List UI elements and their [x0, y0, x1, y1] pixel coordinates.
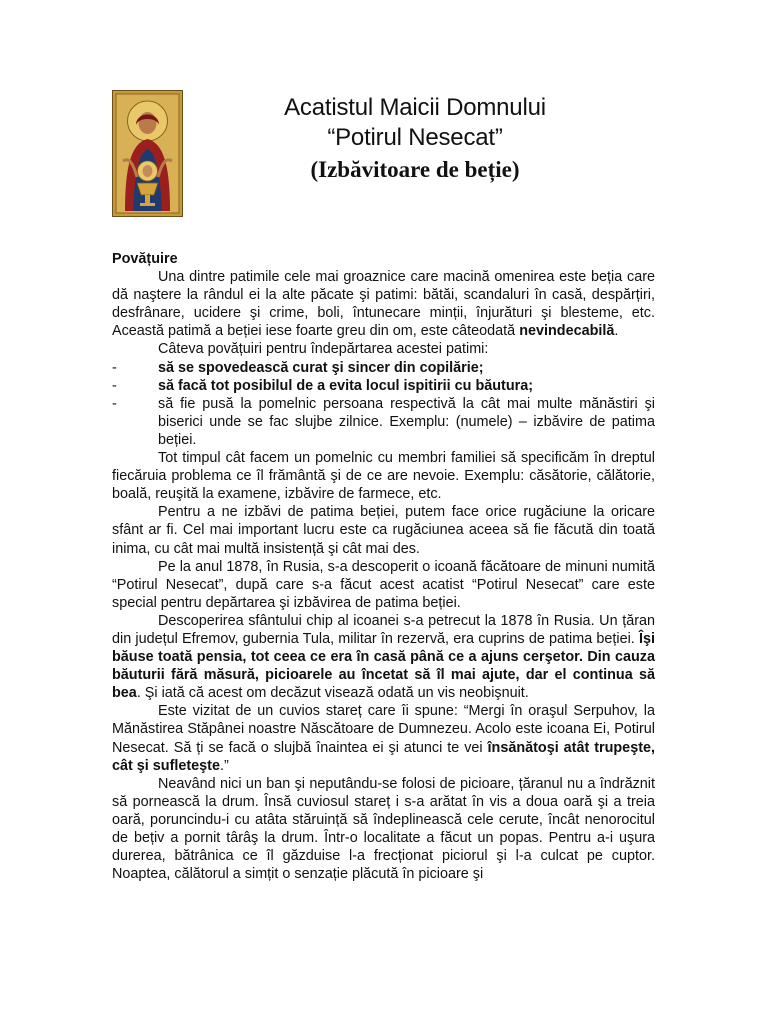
virgin-mary-chalice-icon: [112, 90, 183, 217]
page-title: Acatistul Maicii Domnului: [284, 94, 546, 121]
list-item: [112, 395, 655, 449]
document-body: [112, 250, 655, 883]
paragraph-8: Neavând nici un ban şi neputându-se folosi de picioare, țăranul nu a îndrăznit să pornească la drum. Însă cuviosul stareț i s-a arătat în vis a doua oară şi a treia oară, poruncindu-i cu atâta stăruință să îndeplinească cele cerute, încât nenorocitul de bețiv a pornit târâş la drum. Într-o localitate a făcut un popas. Pentru a-i uşura durerea, bătrânica ce îl găzduise l-a frecționat piciorul şi l-a culcat pe cuptor. Noaptea, călătorul a simțit o senzație plăcută în picioare şi: [112, 775, 655, 883]
page-subtitle: (Izbăvitoare de beție): [310, 157, 520, 182]
paragraph-3: Tot timpul cât facem un pomelnic cu membri familiei să specificăm în dreptul fiecăruia problema ce îl frământă şi de ce are nevoie. Exemplu: căsătorie, călătorie, boală, reuşită la examene, izbăvire de farmece, etc.: [112, 450, 655, 503]
paragraph-2: Câteva povățuiri pentru îndepărtarea acestei patimi:: [158, 341, 489, 358]
paragraph-text: Este vizitat de un cuvios stareț care îi spune: “Mergi în oraşul Serpuhov, la Mănăstirea Stăpânei noastre Născătoare de Dumnezeu. Acolo este icoana Ei, Potirul Nesecat. Să ți se facă o slujbă înaintea ei şi atunci te vei: [112, 703, 655, 756]
paragraph-bold-text: însănătoşi atât trupeşte, cât şi sufleteşte: [112, 739, 655, 774]
list-item-text: să facă tot posibilul de a evita locul ispitirii cu băutura;: [158, 377, 534, 394]
paragraph-text: Una dintre patimile cele mai groaznice care macină omenirea este beția care dă naştere la rândul ei la alte păcate şi patimi: bătăi, scandaluri în casă, despărțiri, desfrânare, ucidere şi crime, boli, întunecare minții, înjurături şi blesteme, etc. Această patimă a beției iese foarte greu din om, este câteodată: [112, 269, 655, 340]
advice-list: [112, 359, 655, 449]
page-title-line2: “Potirul Nesecat”: [327, 124, 503, 151]
paragraph-4: Pentru a ne izbăvi de patima beției, putem face orice rugăciune la oricare sfânt ar fi. Cel mai important lucru este ca rugăciunea aceea să fie făcută din toată inima, cu cât mai multă insistență şi cât mai des.: [112, 504, 655, 557]
list-item-text: să se spovedească curat şi sincer din copilărie;: [158, 359, 484, 376]
paragraph-text-end: . Şi iată că acest om decăzut visează odată un vis neobişnuit.: [136, 685, 529, 702]
title-block: [230, 93, 600, 187]
paragraph-bold-text: Îşi băuse toată pensia, tot ceea ce era în casă până ce a ajuns cerşetor. Din cauza băuturii fără măsură, picioarele au încetat să îl mai ajute, dar el continua să bea: [112, 630, 655, 702]
paragraph-7: [112, 702, 655, 774]
dash-marker: -: [112, 359, 117, 376]
list-item: [112, 359, 655, 377]
paragraph-5: Pe la anul 1878, în Rusia, s-a descoperit o icoană făcătoare de minuni numită “Potirul Nesecat”, după care s-a făcut acest acatist “Potirul Nesecat” care este special pentru depărtarea şi izbăvirea de patima beției.: [112, 558, 655, 611]
paragraph-text-end: .: [614, 323, 619, 340]
list-item: [112, 377, 655, 395]
paragraph-text-end: .”: [219, 757, 229, 774]
dash-marker: -: [112, 377, 117, 394]
paragraph-bold-text: nevindecabilă: [519, 323, 615, 340]
list-item-text: să fie pusă la pomelnic persoana respectivă la cât mai multe mănăstiri şi biserici unde se fac slujbe zilnice. Exemplu: (numele) – izbăvire de patima beției.: [158, 395, 655, 448]
dash-marker: -: [112, 395, 117, 412]
paragraph-text: Descoperirea sfântului chip al icoanei s-a petrecut la 1878 în Rusia. Un țăran din județul Efremov, gubernia Tula, militar în rezervă, era cuprins de patima beției.: [112, 612, 655, 647]
paragraph-6: [112, 612, 655, 702]
section-heading: Povățuire: [112, 251, 178, 267]
paragraph-1: [112, 268, 655, 340]
